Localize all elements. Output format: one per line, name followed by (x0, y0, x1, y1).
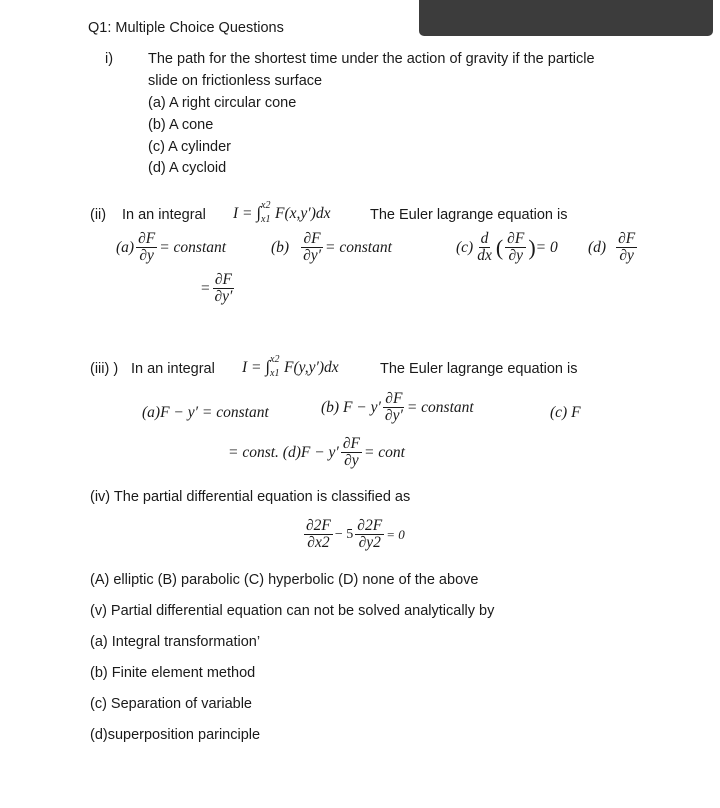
q3-intro: In an integral (131, 361, 215, 377)
q2-statement: The Euler lagrange equation is (370, 207, 568, 223)
q2-intro: In an integral (122, 207, 206, 223)
q2-option-a: (a) $\frac{\partial F}{\partial y}$ = constant (116, 230, 227, 265)
q5-option-b: (b) Finite element method (90, 665, 256, 681)
q3-integral: I = ∫ x2 x1 F(y,y′)dx (242, 354, 339, 379)
q3-statement: The Euler lagrange equation is (380, 361, 578, 377)
q5-option-a: (a) Integral transformation’ (90, 634, 261, 650)
q1-option-b: (b) A cone (148, 117, 214, 133)
q1-text-line2: slide on frictionless surface (148, 73, 323, 89)
q3-option-b: (b) F − y′ $\frac{\partial F}{\partial y'}$ = constant (321, 390, 474, 425)
q1-text-line1: The path for the shortest time under the action of gravity if the particle (148, 51, 595, 67)
q5-option-c: (c) Separation of variable (90, 696, 252, 712)
q3-option-d: = const. (d)F − y′ $\frac{\partial F}{\partial y}$ = cont (228, 435, 405, 470)
q4-options: (A) elliptic (B) parabolic (C) hyperbolic (D) none of the above (90, 572, 479, 588)
q2-number: (ii) (90, 207, 107, 223)
q3-option-c: (c) F (550, 404, 581, 421)
q5-option-d: (d)superposition parinciple (90, 727, 261, 743)
q2-option-d: (d) $\frac{\partial F}{\partial y}$ (588, 230, 636, 265)
q2-option-d-continuation: = $\frac{\partial F}{\partial y'}$ (200, 271, 233, 306)
q2-option-b: (b) $\frac{\partial F}{\partial y'}$ = constant (271, 230, 392, 265)
q5-text: (v) Partial differential equation can not be solved analytically by (90, 603, 495, 619)
q3-option-a: (a)F − y′ = constant (142, 404, 269, 421)
q1-option-c: (c) A cylinder (148, 139, 231, 155)
q2-option-c: (c) $\frac{d}{dx}$ ( $\frac{\partial F}{\partial y}$ ) = 0 (456, 230, 558, 265)
q4-text: (iv) The partial differential equation is classified as (90, 489, 411, 505)
q1-number: i) (105, 51, 114, 67)
q1-option-d: (d) A cycloid (148, 160, 227, 176)
q4-equation: $\frac{\partial 2F}{\partial x2}$ − 5 $\frac{\partial 2F}{\partial y2}$ = 0 (306, 517, 405, 552)
q1-option-a: (a) A right circular cone (148, 95, 297, 111)
q2-integral: I = ∫ x2 x1 F(x,y′)dx (233, 200, 331, 225)
page-title: Q1: Multiple Choice Questions (88, 20, 284, 36)
redaction-block (419, 0, 713, 36)
q3-number: (iii) ) (90, 361, 119, 377)
